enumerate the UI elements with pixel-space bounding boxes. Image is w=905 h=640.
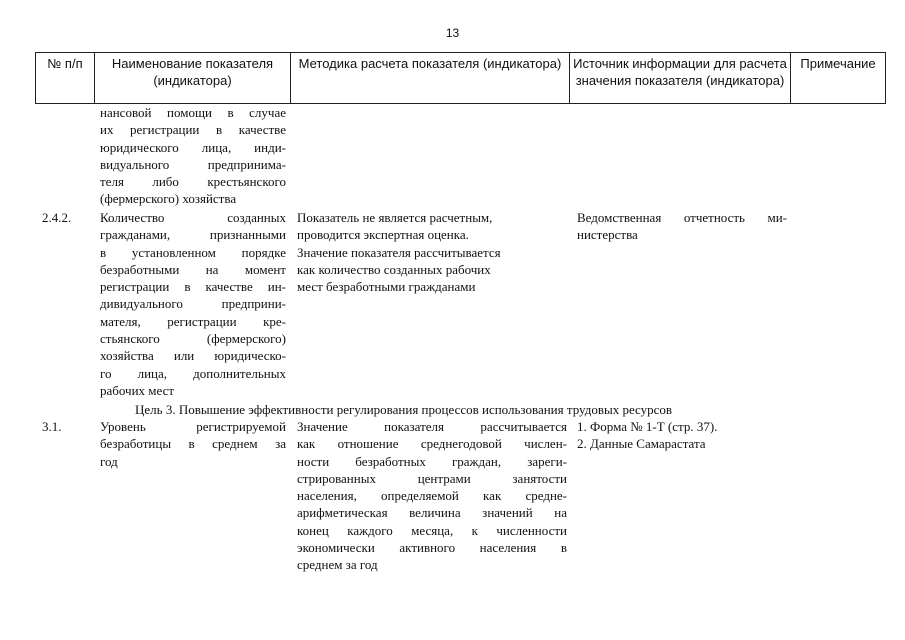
row-num: 2.4.2. (42, 210, 72, 225)
text-line: Ведомственная отчетность ми- (577, 210, 787, 225)
text-line: (фермерского) хозяйства (100, 191, 237, 207)
text-line: как отношение среднегодовой числен- (297, 436, 567, 452)
text-line: среднем за год (297, 557, 378, 573)
text-line: арифметическая величина значений на (297, 505, 567, 521)
text-line: регистрации в качестве ин- (100, 279, 286, 295)
header-num: № п/п (35, 52, 95, 104)
header-name: Наименование показателя (индикатора) (95, 52, 291, 104)
row-source (577, 418, 787, 453)
text-line: проводится экспертная оценка. (297, 227, 469, 243)
text-line: Показатель не является расчетным, (297, 210, 493, 225)
text-line: гражданами, признанными (100, 227, 286, 243)
page-number: 13 (445, 26, 460, 40)
text-line: Значение показателя рассчитывается (297, 244, 501, 260)
row-name (100, 418, 286, 470)
text-line: экономически активного населения в (297, 540, 567, 556)
text-line: хозяйства или юридическо- (100, 348, 286, 364)
header-note: Примечание (791, 52, 886, 104)
text-line: 1. Форма № 1-Т (стр. 37). (577, 419, 718, 434)
text-line: 2. Данные Самарастата (577, 436, 706, 452)
row-name (100, 209, 286, 399)
text-line: дивидуального предприни- (100, 296, 286, 312)
text-line: стьянского (фермерского) (100, 331, 286, 347)
continuation-name (100, 104, 286, 208)
text-line: Уровень регистрируемой (100, 419, 286, 434)
text-line: мест безработными гражданами (297, 279, 476, 295)
header-source: Источник информации для расчета значения показателя (индикатора) (570, 52, 791, 104)
text-line: как количество созданных рабочих (297, 261, 491, 277)
text-line: видуального предпринима- (100, 156, 286, 172)
text-line: мателя, регистрации кре- (100, 313, 286, 329)
header-method: Методика расчета показателя (индикатора) (291, 52, 570, 104)
row-source (577, 209, 787, 244)
text-line: их регистрации в качестве (100, 122, 286, 138)
text-line: населения, определяемой как средне- (297, 488, 567, 504)
text-line: нансовой помощи в случае (100, 105, 286, 120)
text-line: рабочих мест (100, 382, 175, 398)
text-line: ности безработных граждан, зареги- (297, 453, 567, 469)
text-line: нистерства (577, 227, 638, 243)
text-line: безработными на момент (100, 261, 286, 277)
text-line: в установленном порядке (100, 244, 286, 260)
row-num: 3.1. (42, 419, 62, 434)
text-line: конец каждого месяца, к численности (297, 522, 567, 538)
text-line: теля либо крестьянского (100, 174, 286, 190)
text-line: безработицы в среднем за (100, 436, 286, 452)
text-line: год (100, 453, 118, 469)
row-method (297, 209, 567, 295)
text-line: стрированных центрами занятости (297, 470, 567, 486)
row-method (297, 418, 567, 574)
text-line: юридического лица, инди- (100, 139, 286, 155)
text-line: Значение показателя рассчитывается (297, 419, 567, 434)
text-line: Количество созданных (100, 210, 286, 225)
text-line: го лица, дополнительных (100, 365, 286, 381)
goal-row: Цель 3. Повышение эффективности регулирования процессов использования трудовых ресурсов (135, 402, 673, 417)
